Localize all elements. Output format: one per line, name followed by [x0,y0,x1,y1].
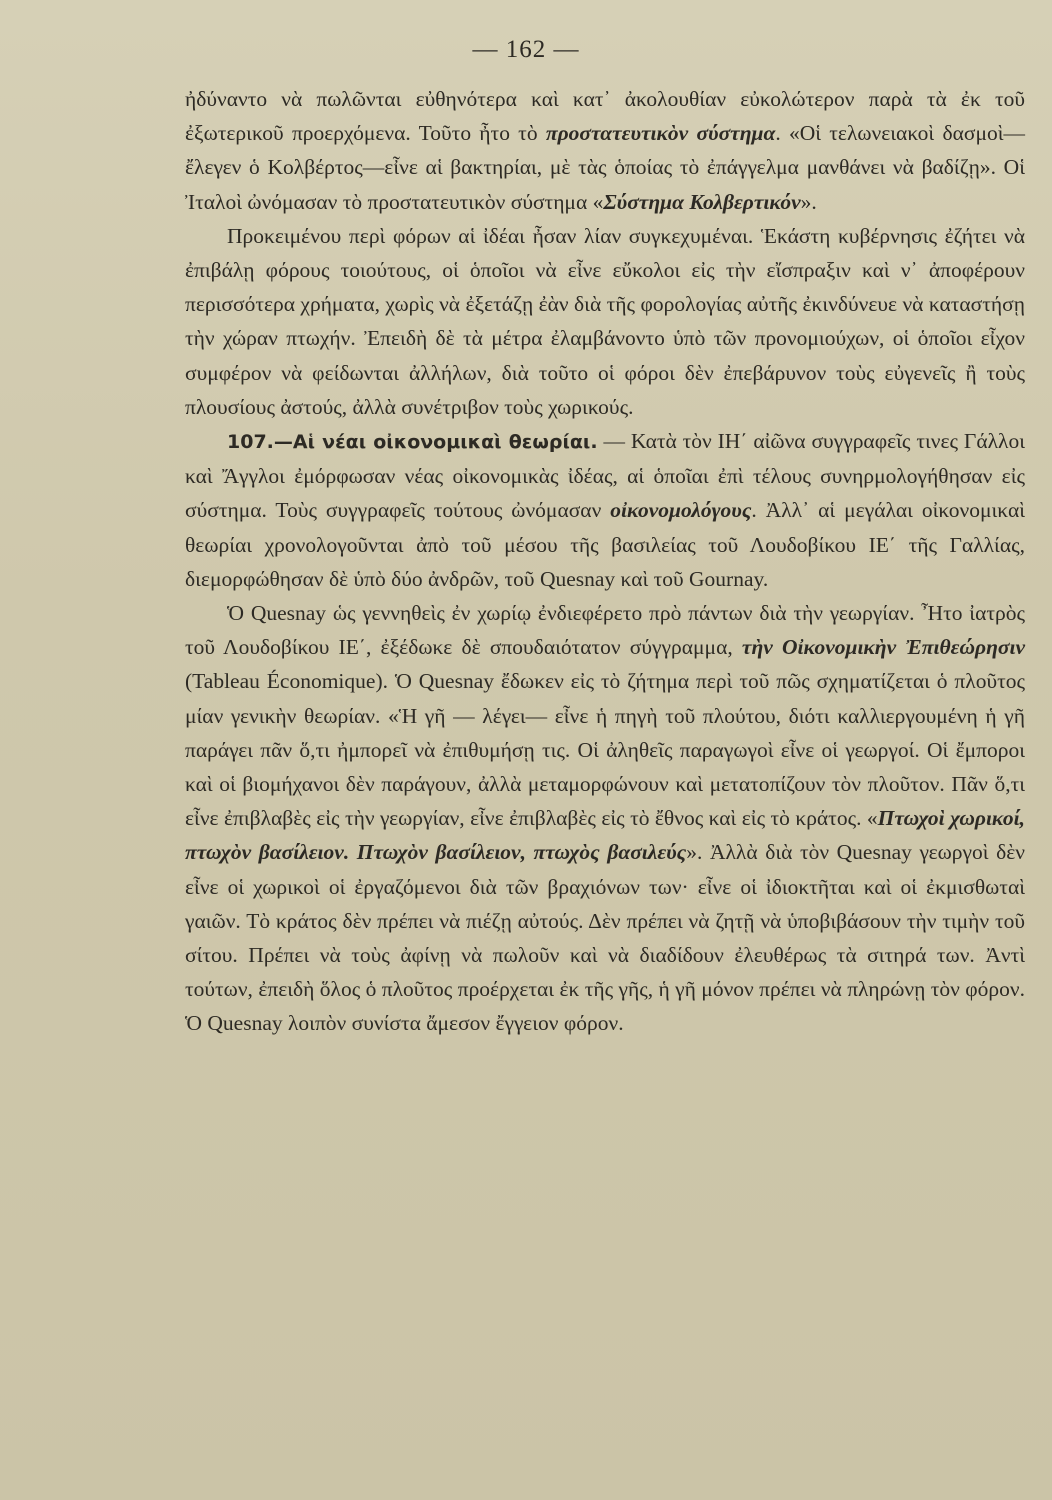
emphasized-text: προστατευτικὸν σύστημα [545,121,776,146]
paragraph [185,219,1025,424]
paragraph [185,596,1025,1041]
emphasized-text: τὴν Οἰκονομικὴν Ἐπιθεώρησιν [741,635,1025,660]
text-run: ». Ἀλλὰ διὰ τὸν Quesnay γεωργοὶ δὲν εἶνε οἱ χωρικοὶ οἱ ἐργαζόμενοι διὰ τῶν βραχιόνων των· εἶνε οἱ ἰδιοκτῆται καὶ οἱ ἐκμισθωταὶ γαιῶν. Τὸ κράτος δὲν πρέπει νὰ πιέζῃ αὐτούς. Δὲν πρέπει νὰ ζητῇ νὰ ὑποβιβάσουν τὴν τιμὴν τοῦ σίτου. Πρέπει νὰ τοὺς ἀφίνῃ νὰ πωλοῦν καὶ νὰ διαδίδουν ἐλευθέρως τὰ σιτηρά των. Ἀντὶ τούτων, ἐπειδὴ ὅλος ὁ πλοῦτος προέρχεται ἐκ τῆς γῆς, ἡ γῆ μόνον πρέπει νὰ πληρώνῃ τὸν φόρον. Ὁ Quesnay λοιπὸν συνίστα ἄμεσον ἔγγειον φόρον. [185,840,1025,1036]
text-run: ἠδύναντο νὰ πωλῶνται εὐθηνότερα καὶ κατ᾽ ἀκολουθίαν εὐκολώτερον παρὰ τὰ ἐκ τοῦ ἐξωτερικοῦ προερχόμενα. Τοῦτο ἦτο τὸ [185,87,1025,146]
text-run: — Κατὰ τὸν ΙΗ΄ αἰῶνα συγγραφεῖς τινες Γάλλοι καὶ Ἄγγλοι ἐμόρφωσαν νέας οἰκονομικὰς ἰδέας, αἱ ὁποῖαι ἐπὶ τέλους συνηρμολογήθησαν εἰς σύστημα. Τοὺς συγγραφεῖς τούτους ὠνόμασαν [185,429,1025,523]
emphasized-text: Πτωχοὶ χωρικοί, πτωχὸν βασίλειον. Πτωχὸν βασίλειον, πτωχὸς βασιλεύς [185,806,1026,865]
text-run: ». [800,189,817,214]
paragraph [185,424,1025,596]
paragraph [185,82,1025,219]
section-heading: 107.—Αἱ νέαι οἰκονομικαὶ θεωρίαι. [227,431,598,454]
text-run: (Tableau Économique). Ὁ Quesnay ἔδωκεν εἰς τὸ ζήτημα περὶ τοῦ πῶς σχηματίζεται ὁ πλοῦτος μίαν γενικὴν θεωρίαν. «Ἡ γῆ — λέγει— εἶνε ἡ πηγὴ τοῦ πλούτου, διότι καλλιεργουμένη ἡ γῆ παράγει πᾶν ὅ,τι ἠμπορεῖ νὰ ἐπιθυμήσῃ τις. Οἱ ἀληθεῖς παραγωγοὶ εἶνε οἱ γεωργοί. Οἱ ἔμποροι καὶ οἱ βιομήχανοι δὲν παράγουν, ἀλλὰ μεταμορφώνουν καὶ μετατοπίζουν τὸν πλοῦτον. Πᾶν ὅ,τι εἶνε ἐπιβλαβὲς εἰς τὴν γεωργίαν, εἶνε ἐπιβλαβὲς εἰς τὸ ἔθνος καὶ εἰς τὸ κράτος. « [185,669,1025,831]
emphasized-text: οἰκονομολόγους [610,498,752,523]
text-run: . Ἀλλ᾽ αἱ μεγάλαι οἰκονομικαὶ θεωρίαι χρονολογοῦνται ἀπὸ τοῦ μέσου τῆς βασιλείας τοῦ Λουδοβίκου ΙΕ΄ τῆς Γαλλίας, διεμορφώθησαν δὲ ὑπὸ δύο ἀνδρῶν, τοῦ Quesnay καὶ τοῦ Gournay. [185,498,1025,591]
emphasized-text: Σύστημα Κολβερτικόν [603,189,801,214]
page-number: — 162 — [472,36,580,63]
text-run: . «Οἱ τελωνειακοὶ δασμοὶ—ἔλεγεν ὁ Κολβέρτος—εἶνε αἱ βακτηρίαι, μὲ τὰς ὁποίας τὸ ἐπάγγελμα μανθάνει νὰ βαδίζῃ». Οἱ Ἰταλοὶ ὠνόμασαν τὸ προστατευτικὸν σύστημα « [185,121,1026,214]
text-run: Προκειμένου περὶ φόρων αἱ ἰδέαι ἦσαν λίαν συγκεχυμέναι. Ἑκάστη κυβέρνησις ἐζήτει νὰ ἐπιβάλῃ φόρους τοιούτους, οἱ ὁποῖοι νὰ εἶνε εὔκολοι εἰς τὴν εἴσπραξιν καὶ ν᾽ ἀποφέρουν περισσότερα χρήματα, χωρὶς νὰ ἐξετάζῃ ἐὰν διὰ τῆς φορολογίας αὐτῆς ἐκινδύνευε νὰ καταστήσῃ τὴν χώραν πτωχήν. Ἐπειδὴ δὲ τὰ μέτρα ἐλαμβάνοντο ὑπὸ τῶν προνομιούχων, οἱ ὁποῖοι εἶχον συμφέρον νὰ φείδωνται ἀλλήλων, διὰ τοῦτο οἱ φόροι δὲν ἐπεβάρυνον τοὺς εὐγενεῖς ἢ τοὺς πλουσίους ἀστούς, ἀλλὰ συνέτριβον τοὺς χωρικούς. [185,223,1025,419]
text-run: Ὁ Quesnay ὡς γεννηθεὶς ἐν χωρίῳ ἐνδιεφέρετο πρὸ πάντων διὰ τὴν γεωργίαν. Ἦτο ἰατρὸς τοῦ Λουδοβίκου ΙΕ΄, ἐξέδωκε δὲ σπουδαιότατον σύγγραμμα, [185,601,1025,660]
body-text [185,82,1025,1041]
